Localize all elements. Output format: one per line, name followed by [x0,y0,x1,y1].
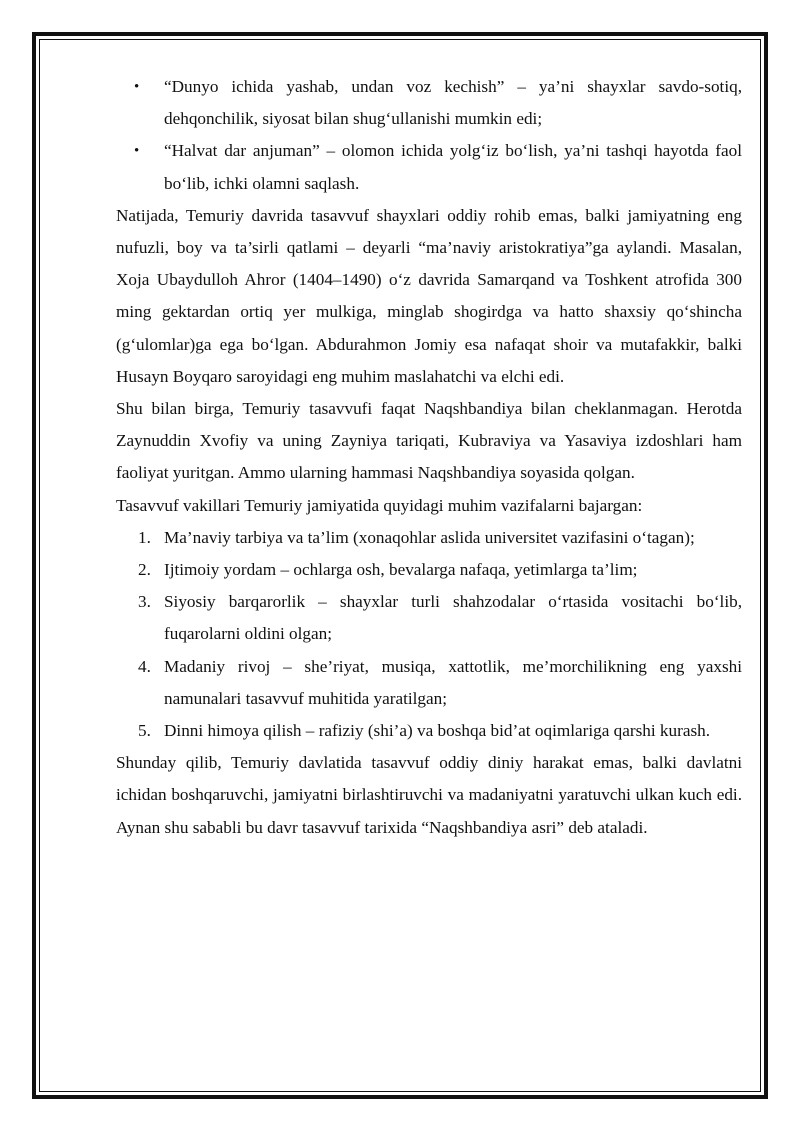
bullet-icon: • [134,143,140,160]
list-item [134,135,742,199]
tasks-list [116,522,742,747]
bullet-text: “Dunyo ichida yashab, undan voz kechish” – ya’ni shayxlar savdo-sotiq, dehqonchilik, siyosat bilan shug‘ullanishi mumkin edi; [164,77,742,129]
bullet-list [116,71,742,200]
list-item [138,522,742,554]
list-text: Ma’naviy tarbiya va ta’lim (xonaqohlar aslida universitet vazifasini o‘tagan); [164,527,695,547]
document-body [116,71,742,844]
list-number: 5. [138,721,151,741]
list-item [138,586,742,650]
list-number: 4. [138,656,151,676]
bullet-icon: • [134,79,140,95]
paragraph-tasks-intro: Tasavvuf vakillari Temuriy jamiyatida quyidagi muhim vazifalarni bajargan: [116,495,643,515]
paragraph-other-orders: Shu bilan birga, Temuriy tasavvufi faqat Naqshbandiya bilan cheklanmagan. Herotda Zaynuddin Xvofiy va uning Zayniya tariqati, Kubraviya va Yasaviya izdoshlari ham faoliyat yuritgan. Ammo ularning hammasi Naqshbandiya soyasida qolgan. [116,399,742,483]
bullet-text: “Halvat dar anjuman” – olomon ichida yolg‘iz bo‘lish, ya’ni tashqi hayotda faol bo‘lib, ichki olamni saqlash. [164,141,742,193]
list-text: Dinni himoya qilish – rafiziy (shi’a) va boshqa bid’at oqimlariga qarshi kurash. [164,721,711,741]
list-number: 2. [138,560,151,580]
list-number: 1. [138,527,151,547]
list-item [138,554,742,586]
paragraph-result: Natijada, Temuriy davrida tasavvuf shayxlari oddiy rohib emas, balki jamiyatning eng nufuzli, boy va ta’sirli qatlami – deyarli “ma’naviy aristokratiya”ga aylandi. Masalan, Xoja Ubaydulloh Ahror (1404–1490) o‘z davrida Samarqand va Toshkent atrofida 300 ming gektardan ortiq yer mulkiga, minglab shogirdga va hatto shaxsiy qo‘shincha (g‘ulomlar)ga ega bo‘lgan. Abdurahmon Jomiy esa nafaqat shoir va mutafakkir, balki Husayn Boyqaro saroyidagi eng muhim maslahatchi va elchi edi. [116,205,742,386]
list-item [134,71,742,135]
paragraph-conclusion: Shunday qilib, Temuriy davlatida tasavvuf oddiy diniy harakat emas, balki davlatni ichidan boshqaruvchi, jamiyatni birlashtiruvchi va madaniyatni yaratuvchi ulkan kuch edi. Aynan shu sababli bu davr tasavvuf tarixida “Naqshbandiya asri” deb ataladi. [116,753,742,837]
list-item [138,651,742,715]
list-item [138,715,742,747]
list-text: Siyosiy barqarorlik – shayxlar turli shahzodalar o‘rtasida vositachi bo‘lib, fuqarolarni oldini olgan; [164,592,742,644]
list-number: 3. [138,592,151,612]
list-text: Madaniy rivoj – she’riyat, musiqa, xattotlik, me’morchilikning eng yaxshi namunalari tasavvuf muhitida yaratilgan; [164,656,742,708]
list-text: Ijtimoiy yordam – ochlarga osh, bevalarga nafaqa, yetimlarga ta’lim; [164,560,638,580]
